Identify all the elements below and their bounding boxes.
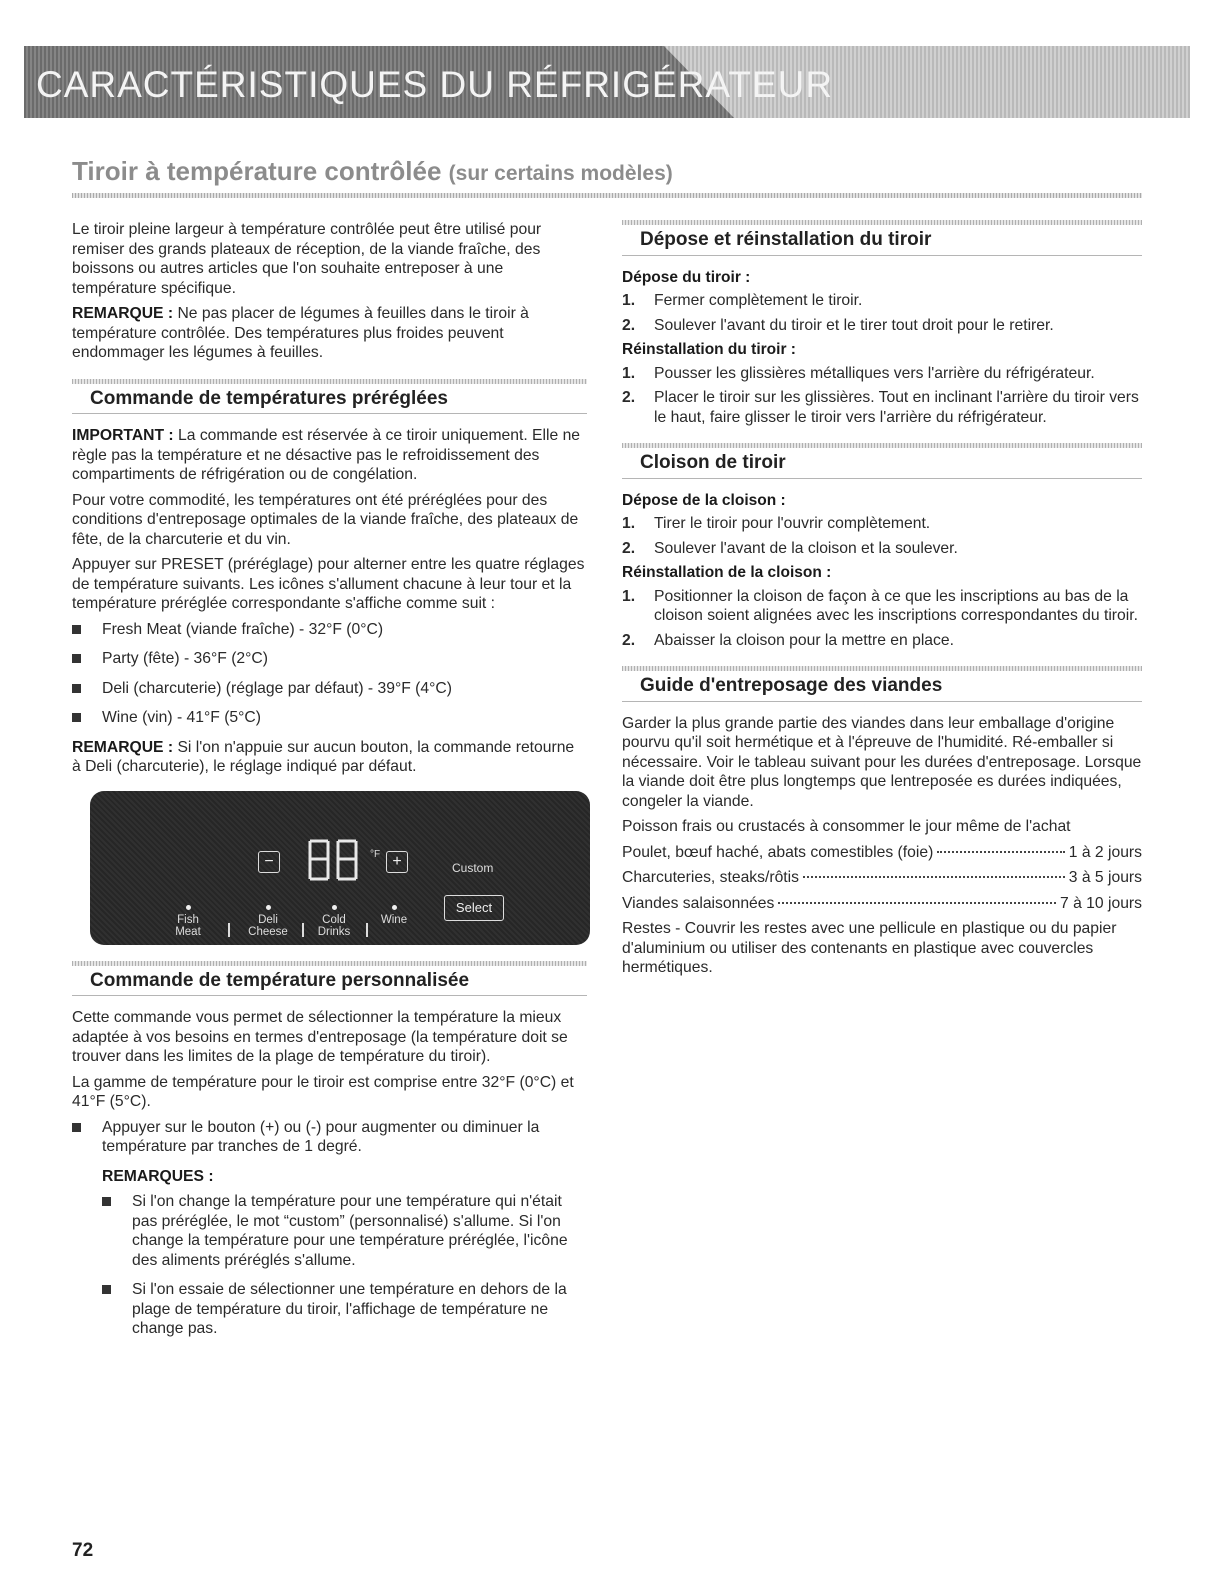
section-title-text: Tiroir à température contrôlée bbox=[72, 156, 442, 186]
control-panel-illustration bbox=[90, 791, 590, 945]
preset-item-deli: Deli (charcuterie) (réglage par défaut) - 39°F (4°C) bbox=[72, 679, 587, 699]
remarques-block bbox=[72, 1167, 587, 1339]
mode-indicator-dot bbox=[266, 905, 271, 910]
mode-indicator-dot bbox=[186, 905, 191, 910]
remarque-item: Si l'on essaie de sélectionner une température en dehors de la plage de température du tiroir, l'affichage de température ne change pas. bbox=[102, 1280, 587, 1339]
step-number: 1. bbox=[622, 364, 636, 382]
drawer-removal-steps bbox=[622, 291, 1142, 335]
mode-indicator-dot bbox=[392, 905, 397, 910]
mode-label-line1: Wine bbox=[380, 913, 408, 926]
mode-label-line2: Drinks bbox=[317, 925, 351, 938]
section-subtitle: (sur certains modèles) bbox=[448, 162, 673, 185]
important-paragraph bbox=[72, 426, 587, 485]
mode-separator bbox=[302, 923, 304, 937]
intro-paragraph: Le tiroir pleine largeur à température contrôlée peut être utilisé pour remiser des grands plateaux de réception, de la viande fraîche, des boissons ou autres articles que l'on souhaite entreposer à une température spécifique. bbox=[72, 221, 542, 297]
divider-install-steps bbox=[622, 587, 1142, 651]
degree-unit-label: °F bbox=[370, 848, 381, 860]
custom-label: Custom bbox=[452, 860, 494, 875]
custom-paragraph-2: La gamme de température pour le tiroir est comprise entre 32°F (0°C) et 41°F (5°C). bbox=[72, 1073, 574, 1110]
section-title bbox=[72, 156, 673, 187]
step-number: 1. bbox=[622, 587, 636, 605]
step-text: Soulever l'avant du tiroir et le tirer tout droit pour le retirer. bbox=[654, 316, 1054, 334]
step-item bbox=[622, 587, 1142, 626]
step-text: Positionner la cloison de façon à ce que les inscriptions au bas de la cloison soient alignées avec les inscriptions correspondantes du tiroir. bbox=[654, 587, 1138, 624]
step-item bbox=[622, 539, 1142, 559]
right-column bbox=[622, 220, 1142, 984]
minus-button: − bbox=[258, 851, 280, 873]
step-text: Placer le tiroir sur les glissières. Tout en inclinant l'arrière du tiroir vers le haut, faire glisser le tiroir vers l'arrière du réfrigérateur. bbox=[654, 389, 1139, 426]
remarque-item: Si l'on change la température pour une température qui n'était pas préréglée, le mot “custom” (personnalisé) s'allume. Si l'on change la température pour une température préréglée, l'icône des aliments préréglés s'allume. bbox=[102, 1192, 587, 1270]
step-item bbox=[622, 316, 1142, 336]
mode-indicator-dot bbox=[332, 905, 337, 910]
step-item bbox=[622, 291, 1142, 311]
custom-heading: Commande de température personnalisée bbox=[90, 969, 470, 991]
step-item bbox=[622, 631, 1142, 651]
mode-deli-cheese bbox=[246, 905, 290, 938]
storage-duration: 7 à 10 jours bbox=[1060, 894, 1142, 912]
mode-wine bbox=[376, 905, 412, 926]
title-rule bbox=[72, 193, 1142, 198]
note-text: Ne pas placer de légumes à feuilles dans le tiroir à température contrôlée. Des températures plus froides peuvent endommager les légumes à feuilles. bbox=[72, 305, 529, 361]
preset-paragraph-1: Pour votre commodité, les températures ont été préréglées pour des conditions d'entreposage optimales de la viande fraîche, des plateaux de fête, de la charcuterie et du vin. bbox=[72, 491, 579, 548]
drawer-removal-label: Dépose du tiroir : bbox=[622, 268, 751, 286]
storage-row bbox=[622, 894, 1142, 914]
mode-label-line1: Cold bbox=[322, 913, 346, 926]
mode-label-line1: Deli bbox=[258, 913, 278, 926]
preset-item-fresh-meat: Fresh Meat (viande fraîche) - 32°F (0°C) bbox=[72, 620, 587, 640]
custom-list bbox=[72, 1118, 587, 1157]
drawer-install-steps bbox=[622, 364, 1142, 428]
custom-heading-block bbox=[72, 961, 587, 997]
storage-row bbox=[622, 868, 1142, 888]
step-number: 1. bbox=[622, 515, 636, 532]
step-item bbox=[622, 364, 1142, 384]
preset-heading: Commande de températures préréglées bbox=[90, 387, 448, 409]
drawer-install-label: Réinstallation du tiroir : bbox=[622, 341, 796, 358]
step-number: 2. bbox=[622, 539, 636, 557]
important-text: La commande est réservée à ce tiroir uniquement. Elle ne règle pas la température et ne désactive pas le refroidissement des compartiments de réfrigération ou de congélation. bbox=[72, 427, 581, 483]
storage-item: Poulet, bœuf haché, abats comestibles (foie) bbox=[622, 843, 934, 861]
guide-heading: Guide d'entreposage des viandes bbox=[640, 675, 943, 696]
preset-item-wine: Wine (vin) - 41°F (5°C) bbox=[72, 708, 587, 728]
step-text: Tirer le tiroir pour l'ouvrir complètement. bbox=[654, 515, 931, 532]
left-column bbox=[72, 220, 587, 1349]
custom-paragraph-1: Cette commande vous permet de sélectionner la température la mieux adaptée à vos besoins en termes d'entreposage (la température doit se trouver dans les limites de la plage de température du tiroir). bbox=[72, 1009, 568, 1065]
step-number: 2. bbox=[622, 316, 636, 334]
mode-fish-meat bbox=[168, 905, 208, 938]
step-text: Pousser les glissières métalliques vers l'arrière du réfrigérateur. bbox=[654, 364, 1095, 382]
storage-duration: 1 à 2 jours bbox=[1068, 843, 1142, 861]
dot-leader bbox=[937, 851, 1064, 853]
cloison-heading: Cloison de tiroir bbox=[640, 452, 786, 473]
preset-heading-block bbox=[72, 379, 587, 415]
custom-bullet: Appuyer sur le bouton (+) ou (-) pour augmenter ou diminuer la température par tranches de 1 degré. bbox=[72, 1118, 587, 1157]
depose-heading-block bbox=[622, 220, 1142, 256]
step-text: Soulever l'avant de la cloison et la soulever. bbox=[654, 539, 958, 557]
divider-removal-label: Dépose de la cloison : bbox=[622, 491, 786, 509]
storage-row bbox=[622, 843, 1142, 863]
mode-separator bbox=[366, 923, 368, 937]
depose-heading: Dépose et réinstallation du tiroir bbox=[640, 229, 932, 250]
storage-item: Viandes salaisonnées bbox=[622, 894, 775, 912]
guide-paragraph-3: Restes - Couvrir les restes avec une pellicule en plastique ou du papier d'aluminium ou utiliser des contenants en plastique avec couvercles hermétiques. bbox=[622, 920, 1117, 976]
mode-label-line1: Fish bbox=[177, 913, 199, 926]
storage-item: Charcuteries, steaks/rôtis bbox=[622, 869, 799, 886]
guide-heading-block bbox=[622, 666, 1142, 702]
page-number: 72 bbox=[72, 1540, 94, 1561]
note-label: REMARQUE : bbox=[72, 305, 174, 322]
note-paragraph bbox=[72, 304, 587, 363]
select-button: Select bbox=[444, 895, 504, 921]
preset-paragraph-2: Appuyer sur PRESET (préréglage) pour alterner entre les quatre réglages de température suivants. Les icônes s'allument chacune à leur tour et la température préréglée correspondante s'affiche comme suit : bbox=[72, 556, 585, 612]
preset-item-party: Party (fête) - 36°F (2°C) bbox=[72, 649, 587, 669]
guide-paragraph-1: Garder la plus grande partie des viandes dans leur emballage d'origine pourvu qu'il soit hermétique et à l'épreuve de l'humidité. Ré-emballer si nécessaire. Voir le tableau suivant pour les durées d'entreposage. Lorsque la viande doit être plus longtemps que lentreposée es durées indiquées, congeler la viande. bbox=[622, 714, 1142, 810]
mode-label-line2: Meat bbox=[175, 925, 201, 938]
plus-button: + bbox=[386, 851, 408, 873]
divider-removal-steps bbox=[622, 514, 1142, 558]
dot-leader bbox=[803, 876, 1065, 878]
banner-title: CARACTÉRISTIQUES DU RÉFRIGÉRATEUR bbox=[36, 64, 834, 105]
important-label: IMPORTANT : bbox=[72, 427, 174, 444]
step-number: 1. bbox=[622, 292, 636, 309]
storage-duration: 3 à 5 jours bbox=[1068, 869, 1142, 886]
step-text: Abaisser la cloison pour la mettre en place. bbox=[654, 631, 954, 649]
divider-install-label: Réinstallation de la cloison : bbox=[622, 564, 832, 581]
remarques-label: REMARQUES : bbox=[102, 1167, 214, 1185]
step-item bbox=[622, 388, 1142, 427]
step-number: 2. bbox=[622, 631, 636, 649]
preset-note-paragraph bbox=[72, 738, 587, 777]
step-number: 2. bbox=[622, 389, 636, 406]
remarques-list bbox=[102, 1192, 587, 1339]
mode-cold-drinks bbox=[314, 905, 354, 938]
preset-note-text: Si l'on n'appuie sur aucun bouton, la commande retourne à Deli (charcuterie), le réglage indiqué par défaut. bbox=[72, 738, 575, 775]
mode-separator bbox=[228, 923, 230, 937]
header-banner bbox=[24, 46, 1190, 118]
temperature-display-digits bbox=[306, 839, 366, 881]
guide-paragraph-2: Poisson frais ou crustacés à consommer le jour même de l'achat bbox=[622, 818, 1071, 835]
preset-list bbox=[72, 620, 587, 728]
preset-note-label: REMARQUE : bbox=[72, 738, 174, 756]
step-text: Fermer complètement le tiroir. bbox=[654, 292, 863, 309]
dot-leader bbox=[778, 902, 1056, 904]
cloison-heading-block bbox=[622, 443, 1142, 479]
step-item bbox=[622, 514, 1142, 534]
mode-label-line2: Cheese bbox=[248, 925, 288, 938]
